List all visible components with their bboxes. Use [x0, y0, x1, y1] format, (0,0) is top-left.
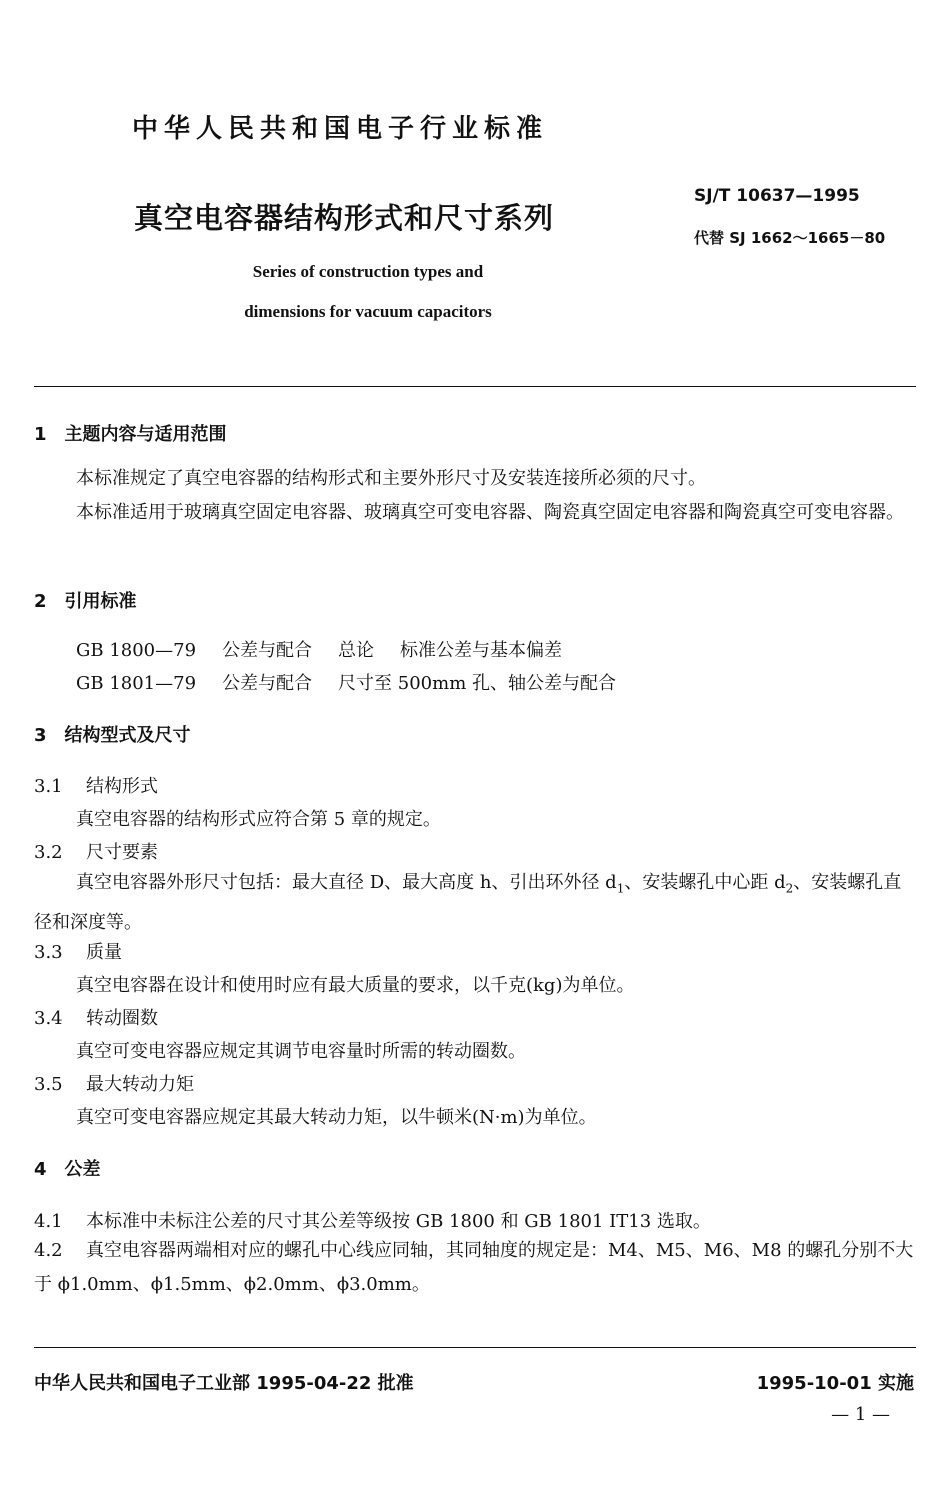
section-1-paragraph-1: 本标准规定了真空电容器的结构形式和主要外形尺寸及安装连接所必须的尺寸。: [76, 468, 706, 489]
subscript: 2: [785, 881, 794, 896]
subsection-number: 3.2: [34, 842, 63, 863]
subsection-3-2-body: [34, 866, 914, 940]
document-title-en-line2: dimensions for vacuum capacitors: [244, 302, 492, 321]
clause-text: 真空电容器两端相对应的螺孔中心线应同轴，其同轴度的规定是：M4、M5、M6、M8 的螺孔分别不大于 ϕ1.0mm、ϕ1.5mm、ϕ2.0mm、ϕ3.0mm。: [34, 1240, 914, 1295]
subsection-3-4-body: 真空可变电容器应规定其调节电容量时所需的转动圈数。: [76, 1041, 526, 1062]
reference-part1: 公差与配合: [222, 640, 313, 661]
subsection-number: 3.5: [34, 1074, 63, 1095]
clause-text: 本标准中未标注公差的尺寸其公差等级按 GB 1800 和 GB 1801 IT13 选取。: [86, 1211, 711, 1232]
subsection-title: 质量: [86, 942, 122, 963]
document-title-cn: 真空电容器结构形式和尺寸系列: [134, 201, 555, 235]
reference-part3: 标准公差与基本偏差: [400, 640, 563, 661]
reference-row: [76, 669, 616, 695]
body-text: 、安装螺孔中心距 d: [624, 872, 786, 893]
reference-part2: 总论: [338, 640, 375, 661]
clause-4-2: [34, 1234, 914, 1302]
page-number: — 1 —: [831, 1404, 890, 1425]
section-4-heading: 4 公差: [34, 1159, 101, 1180]
subsection-title: 转动圈数: [86, 1008, 158, 1029]
subsection-3-4-heading: [34, 1004, 158, 1030]
reference-part1: 公差与配合: [222, 673, 313, 694]
subscript: 1: [616, 881, 625, 896]
section-1-paragraph-2: 本标准适用于玻璃真空固定电容器、玻璃真空可变电容器、陶瓷真空固定电容器和陶瓷真空可变电容器。: [76, 502, 904, 523]
footer-divider: [34, 1347, 916, 1348]
approval-line: 中华人民共和国电子工业部 1995-04-22 批准: [34, 1373, 414, 1394]
body-text: 真空电容器外形尺寸包括：最大直径 D、最大高度 h、引出环外径 d: [76, 872, 617, 893]
subsection-3-3-body: 真空电容器在设计和使用时应有最大质量的要求，以千克(kg)为单位。: [76, 975, 635, 996]
body-text: 、安装螺孔直径和深度等。: [34, 872, 902, 933]
subsection-number: 3.1: [34, 776, 63, 797]
section-1-heading: 1 主题内容与适用范围: [34, 424, 227, 445]
section-3-heading: 3 结构型式及尺寸: [34, 725, 191, 746]
reference-code: GB 1800—79: [76, 640, 197, 661]
standard-body-header: 中华人民共和国电子行业标准: [132, 114, 549, 144]
section-2-heading: 2 引用标准: [34, 591, 137, 612]
reference-row: [76, 636, 562, 662]
subsection-3-2-heading: [34, 838, 158, 864]
clause-number: 4.1: [34, 1211, 63, 1232]
standard-code: SJ/T 10637—1995: [694, 186, 860, 206]
subsection-3-5-body: 真空可变电容器应规定其最大转动力矩，以牛顿米(N·m)为单位。: [76, 1107, 597, 1128]
clause-4-1: [34, 1207, 711, 1233]
subsection-title: 尺寸要素: [86, 842, 158, 863]
subsection-3-5-heading: [34, 1070, 194, 1096]
subsection-number: 3.4: [34, 1008, 63, 1029]
clause-number: 4.2: [34, 1240, 63, 1261]
subsection-3-1-heading: [34, 772, 158, 798]
standard-replaces: 代替 SJ 1662～1665－80: [694, 229, 886, 247]
subsection-title: 最大转动力矩: [86, 1074, 194, 1095]
effective-date: 1995-10-01 实施: [756, 1373, 914, 1394]
subsection-title: 结构形式: [86, 776, 158, 797]
header-divider: [34, 386, 916, 387]
reference-part2: 尺寸至 500mm 孔、轴公差与配合: [338, 673, 616, 694]
subsection-3-1-body: 真空电容器的结构形式应符合第 5 章的规定。: [76, 809, 441, 830]
subsection-number: 3.3: [34, 942, 63, 963]
document-title-en-line1: Series of construction types and: [252, 262, 484, 281]
reference-code: GB 1801—79: [76, 673, 197, 694]
subsection-3-3-heading: [34, 938, 122, 964]
